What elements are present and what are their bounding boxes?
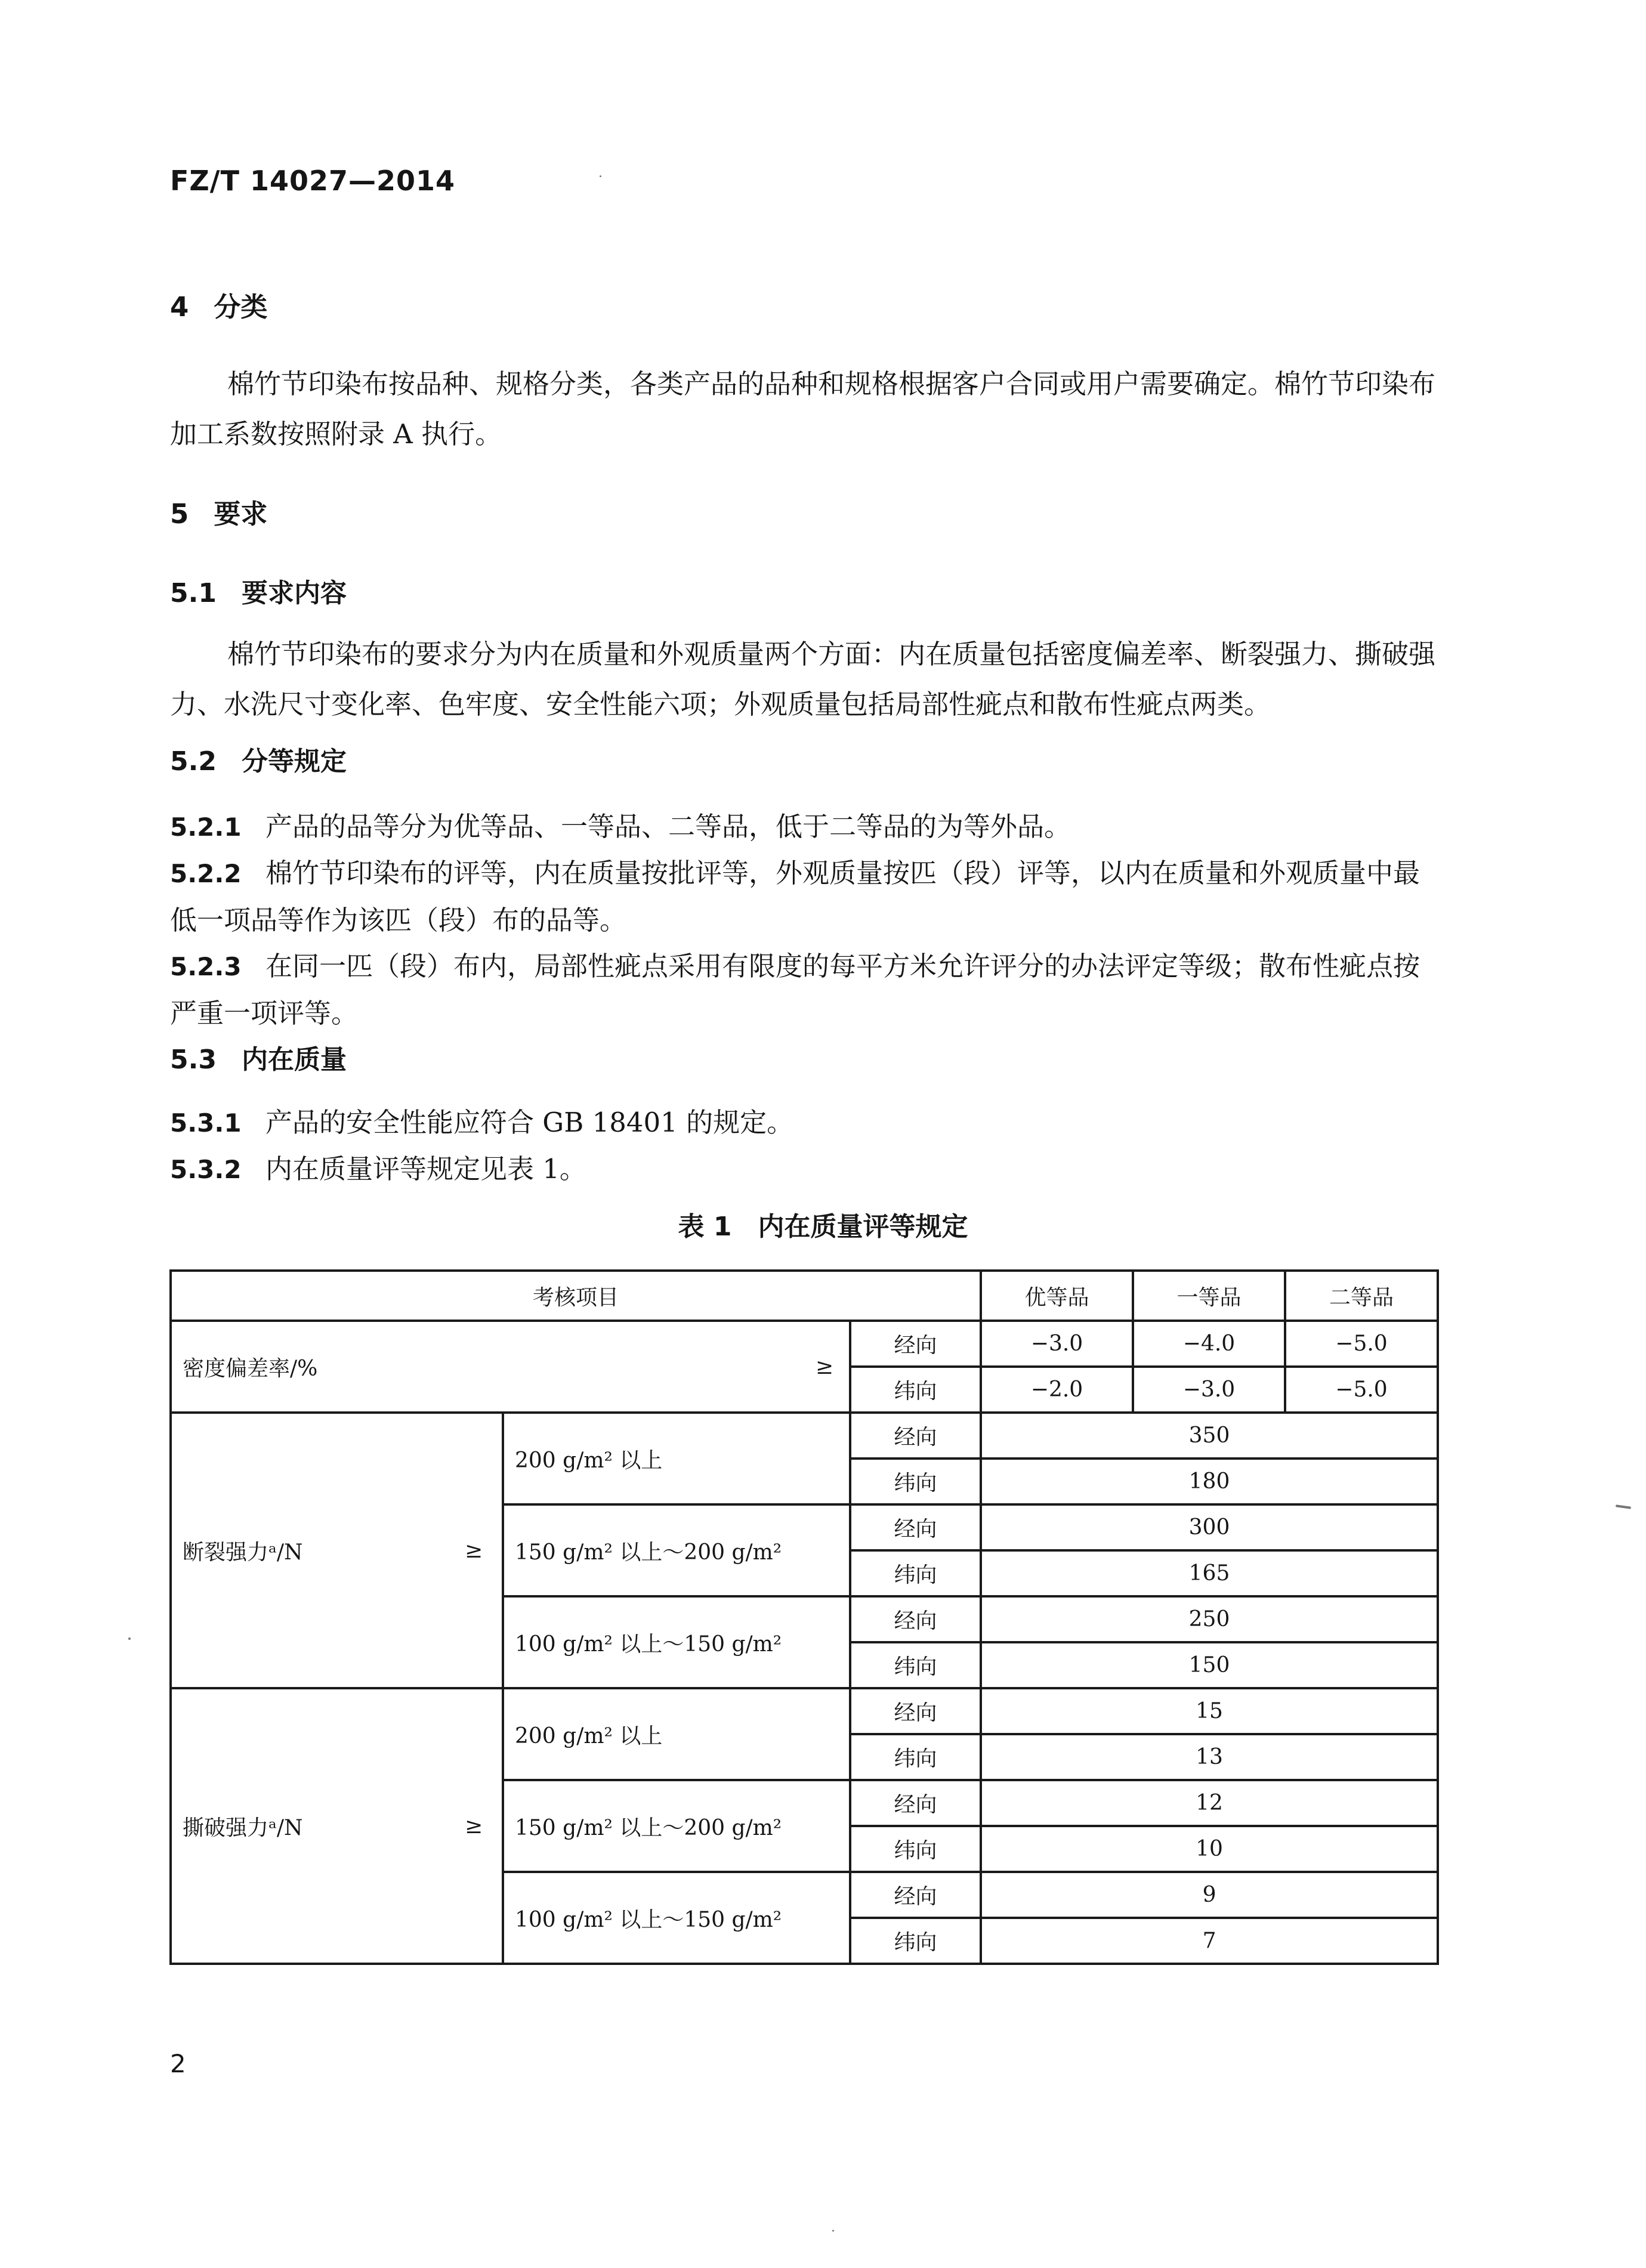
spec-cell: 100 g/m² 以上～150 g/m² — [503, 1872, 850, 1964]
direction-weft: 纬向 — [850, 1550, 981, 1596]
direction-weft: 纬向 — [850, 1826, 981, 1872]
direction-warp: 经向 — [850, 1596, 981, 1642]
spec-cell: 200 g/m² 以上 — [503, 1688, 850, 1780]
direction-weft: 纬向 — [850, 1918, 981, 1964]
table-header-row — [171, 1271, 1438, 1321]
clause-number: 5.3.1 — [170, 1108, 242, 1138]
value-cell: −5.0 — [1285, 1321, 1438, 1367]
scan-speck — [128, 1637, 131, 1640]
value-cell: 9 — [981, 1872, 1438, 1918]
value-cell: 165 — [981, 1550, 1438, 1596]
section-title: 内在质量 — [241, 1045, 347, 1075]
scan-speck — [1616, 1504, 1631, 1509]
direction-weft: 纬向 — [850, 1367, 981, 1413]
direction-warp: 经向 — [850, 1780, 981, 1826]
header-grade-premium: 优等品 — [981, 1271, 1133, 1321]
clause-5-3-1 — [170, 1099, 793, 1147]
section-title: 要求 — [214, 498, 268, 530]
section-title: 分类 — [214, 291, 268, 323]
value-cell: 7 — [981, 1918, 1438, 1964]
page-number: 2 — [170, 2049, 186, 2078]
spec-cell: 100 g/m² 以上～150 g/m² — [503, 1596, 850, 1688]
section-title: 分等规定 — [241, 746, 347, 777]
value-cell: 250 — [981, 1596, 1438, 1642]
value-cell: 13 — [981, 1734, 1438, 1780]
clause-number: 5.3.2 — [170, 1155, 242, 1184]
section-5-1-heading — [170, 571, 347, 610]
section-title: 要求内容 — [241, 578, 347, 608]
section-number: 5.2 — [170, 746, 217, 777]
density-cell — [171, 1321, 850, 1413]
quality-grading-table — [169, 1269, 1439, 1965]
header-grade-second: 二等品 — [1285, 1271, 1438, 1321]
direction-warp: 经向 — [850, 1321, 981, 1367]
section-number: 5 — [170, 498, 189, 530]
scan-speck — [600, 175, 601, 177]
spec-cell: 150 g/m² 以上～200 g/m² — [503, 1780, 850, 1872]
clause-text: 内在质量评等规定见表 1。 — [265, 1153, 586, 1185]
value-cell: 180 — [981, 1459, 1438, 1504]
value-cell: 15 — [981, 1688, 1438, 1734]
direction-warp: 经向 — [850, 1504, 981, 1550]
ge-symbol: ≥ — [465, 1688, 503, 1964]
density-label: 密度偏差率/% — [183, 1356, 318, 1381]
spec-cell: 150 g/m² 以上～200 g/m² — [503, 1504, 850, 1596]
section-number: 5.3 — [170, 1045, 217, 1075]
clause-5-2-1 — [170, 804, 1438, 851]
section-5-1-body: 棉竹节印染布的要求分为内在质量和外观质量两个方面：内在质量包括密度偏差率、断裂强力、撕破强力、水洗尺寸变化率、色牢度、安全性能六项；外观质量包括局部性疵点和散布性疵点两类。 — [170, 638, 1436, 720]
clause-number: 5.2.2 — [170, 859, 242, 888]
value-cell: −3.0 — [981, 1321, 1133, 1367]
breaking-label: 断裂强力ᵃ/N — [171, 1413, 465, 1688]
table-caption: 表 1 内在质量评等规定 — [678, 1212, 968, 1242]
tearing-label: 撕破强力ᵃ/N — [171, 1688, 465, 1964]
value-cell: 300 — [981, 1504, 1438, 1550]
clause-5-2-2 — [170, 850, 1438, 944]
table-row — [171, 1413, 1438, 1459]
value-cell: −5.0 — [1285, 1367, 1438, 1413]
value-cell: −4.0 — [1133, 1321, 1285, 1367]
section-5-3-heading — [170, 1038, 347, 1076]
clause-text: 产品的安全性能应符合 GB 18401 的规定。 — [265, 1107, 794, 1138]
scan-speck — [832, 2230, 834, 2232]
ge-symbol: ≥ — [815, 1354, 833, 1379]
header-grade-first: 一等品 — [1133, 1271, 1285, 1321]
clause-text: 棉竹节印染布的评等，内在质量按批评等，外观质量按匹（段）评等，以内在质量和外观质量中最低一项品等作为该匹（段）布的品等。 — [170, 857, 1420, 936]
section-5-2-heading — [170, 740, 347, 778]
value-cell: 10 — [981, 1826, 1438, 1872]
section-number: 4 — [170, 291, 189, 323]
clause-5-2-3 — [170, 943, 1438, 1037]
section-4-body: 棉竹节印染布按品种、规格分类，各类产品的品种和规格根据客户合同或用户需要确定。棉竹节印染布加工系数按照附录 A 执行。 — [170, 368, 1436, 450]
direction-warp: 经向 — [850, 1413, 981, 1459]
value-cell: 12 — [981, 1780, 1438, 1826]
table-row — [171, 1321, 1438, 1367]
table-row — [171, 1688, 1438, 1734]
direction-weft: 纬向 — [850, 1734, 981, 1780]
header-item: 考核项目 — [171, 1271, 981, 1321]
direction-warp: 经向 — [850, 1872, 981, 1918]
clause-text: 在同一匹（段）布内，局部性疵点采用有限度的每平方米允许评分的办法评定等级；散布性疵点按严重一项评等。 — [170, 950, 1420, 1029]
ge-symbol: ≥ — [465, 1413, 503, 1688]
direction-weft: 纬向 — [850, 1642, 981, 1688]
value-cell: 350 — [981, 1413, 1438, 1459]
value-cell: −2.0 — [981, 1367, 1133, 1413]
direction-weft: 纬向 — [850, 1459, 981, 1504]
value-cell: −3.0 — [1133, 1367, 1285, 1413]
value-cell: 150 — [981, 1642, 1438, 1688]
section-5-heading — [170, 492, 267, 531]
clause-number: 5.2.3 — [170, 952, 242, 981]
clause-5-3-2 — [170, 1146, 586, 1193]
clause-number: 5.2.1 — [170, 812, 242, 842]
document-id: FZ/T 14027—2014 — [170, 165, 456, 197]
clause-text: 产品的品等分为优等品、一等品、二等品，低于二等品的为等外品。 — [265, 811, 1071, 842]
direction-warp: 经向 — [850, 1688, 981, 1734]
section-number: 5.1 — [170, 578, 217, 608]
spec-cell: 200 g/m² 以上 — [503, 1413, 850, 1504]
section-4-heading — [170, 285, 267, 324]
